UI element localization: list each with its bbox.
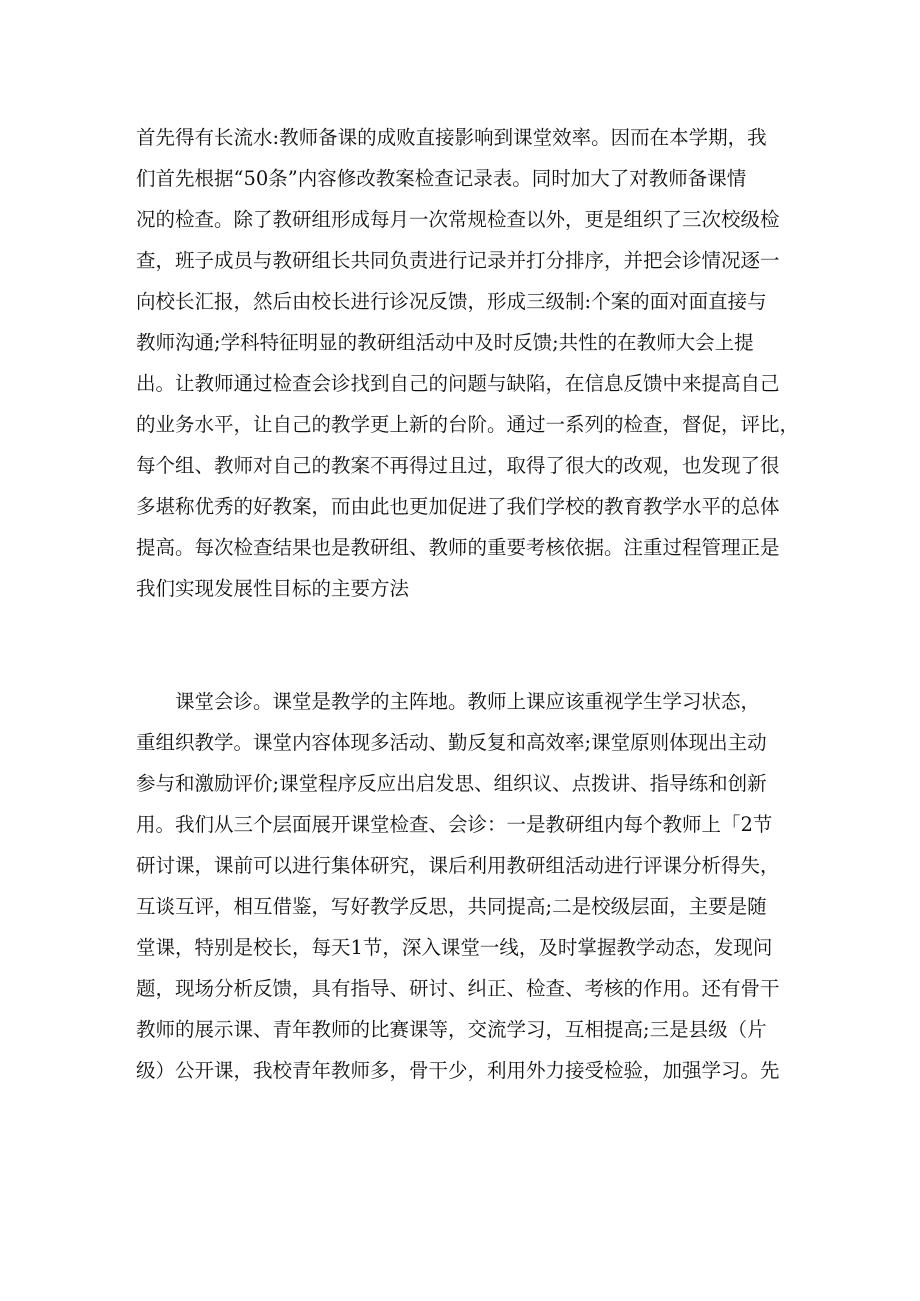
text-line: 堂课，特别是校长，每天1节，深入课堂一线，及时掌握教学动态，发现问	[136, 936, 773, 959]
text-line: 我们实现发展性目标的主要方法	[136, 577, 410, 600]
paragraph-lesson-preparation	[136, 117, 800, 609]
text-line: 每个组、教师对自己的教案不再得过且过，取得了很大的改观，也发现了很	[136, 454, 780, 477]
text-line: 参与和激励评价;课堂程序反应出启发思、组织议、点拨讲、指导练和创新	[136, 772, 767, 795]
text-line: 出。让教师通过检查会诊找到自己的问题与缺陷，在信息反馈中来提高自己	[136, 372, 780, 395]
text-line: 教师的展示课、青年教师的比赛课等，交流学习，互相提高;三是县级（片	[136, 1018, 767, 1041]
text-line: 向校长汇报，然后由校长进行诊况反馈，形成三级制:个案的面对面直接与	[136, 290, 767, 313]
text-line: 查，班子成员与教研组长共同负责进行记录并打分排序，并把会诊情况逐一	[136, 249, 780, 272]
text-line: 级）公开课，我校青年教师多，骨干少，利用外力接受检验，加强学习。先	[136, 1059, 780, 1082]
text-line: 重组织教学。课堂内容体现多活动、勤反复和高效率;课堂原则体现出主动	[136, 731, 767, 754]
text-line: 互谈互评，相互借鉴，写好教学反思，共同提高;二是校级层面，主要是随	[136, 895, 767, 918]
text-line: 提高。每次检查结果也是教研组、教师的重要考核依据。注重过程管理正是	[136, 536, 780, 559]
text-line: 用。我们从三个层面展开课堂检查、会诊：一是教研组内每个教师上「2节	[136, 813, 773, 836]
text-line: 教师沟通;学科特征明显的教研组活动中及时反馈;共性的在教师大会上提	[136, 331, 754, 354]
paragraph-classroom-consultation	[136, 681, 796, 1091]
text-line: 的业务水平，让自己的教学更上新的台阶。通过一系列的检查，督促，评比，	[136, 413, 800, 436]
text-line: 研讨课，课前可以进行集体研究，课后利用教研组活动进行评课分析得失，	[136, 854, 780, 877]
text-line: 题，现场分析反馈，具有指导、研讨、纠正、检查、考核的作用。还有骨干	[136, 977, 780, 1000]
text-line: 况的检查。除了教研组形成每月一次常规检查以外，更是组织了三次校级检	[136, 208, 780, 231]
text-line: 课堂会诊。课堂是教学的主阵地。教师上课应该重视学生学习状态，	[136, 690, 761, 713]
text-line: 们首先根据“50条”内容修改教案检查记录表。同时加大了对教师备课情	[136, 167, 747, 190]
text-line: 首先得有长流水:教师备课的成败直接影响到课堂效率。因而在本学期，我	[136, 126, 767, 149]
text-line: 多堪称优秀的好教案，而由此也更加促进了我们学校的教育教学水平的总体	[136, 495, 780, 518]
